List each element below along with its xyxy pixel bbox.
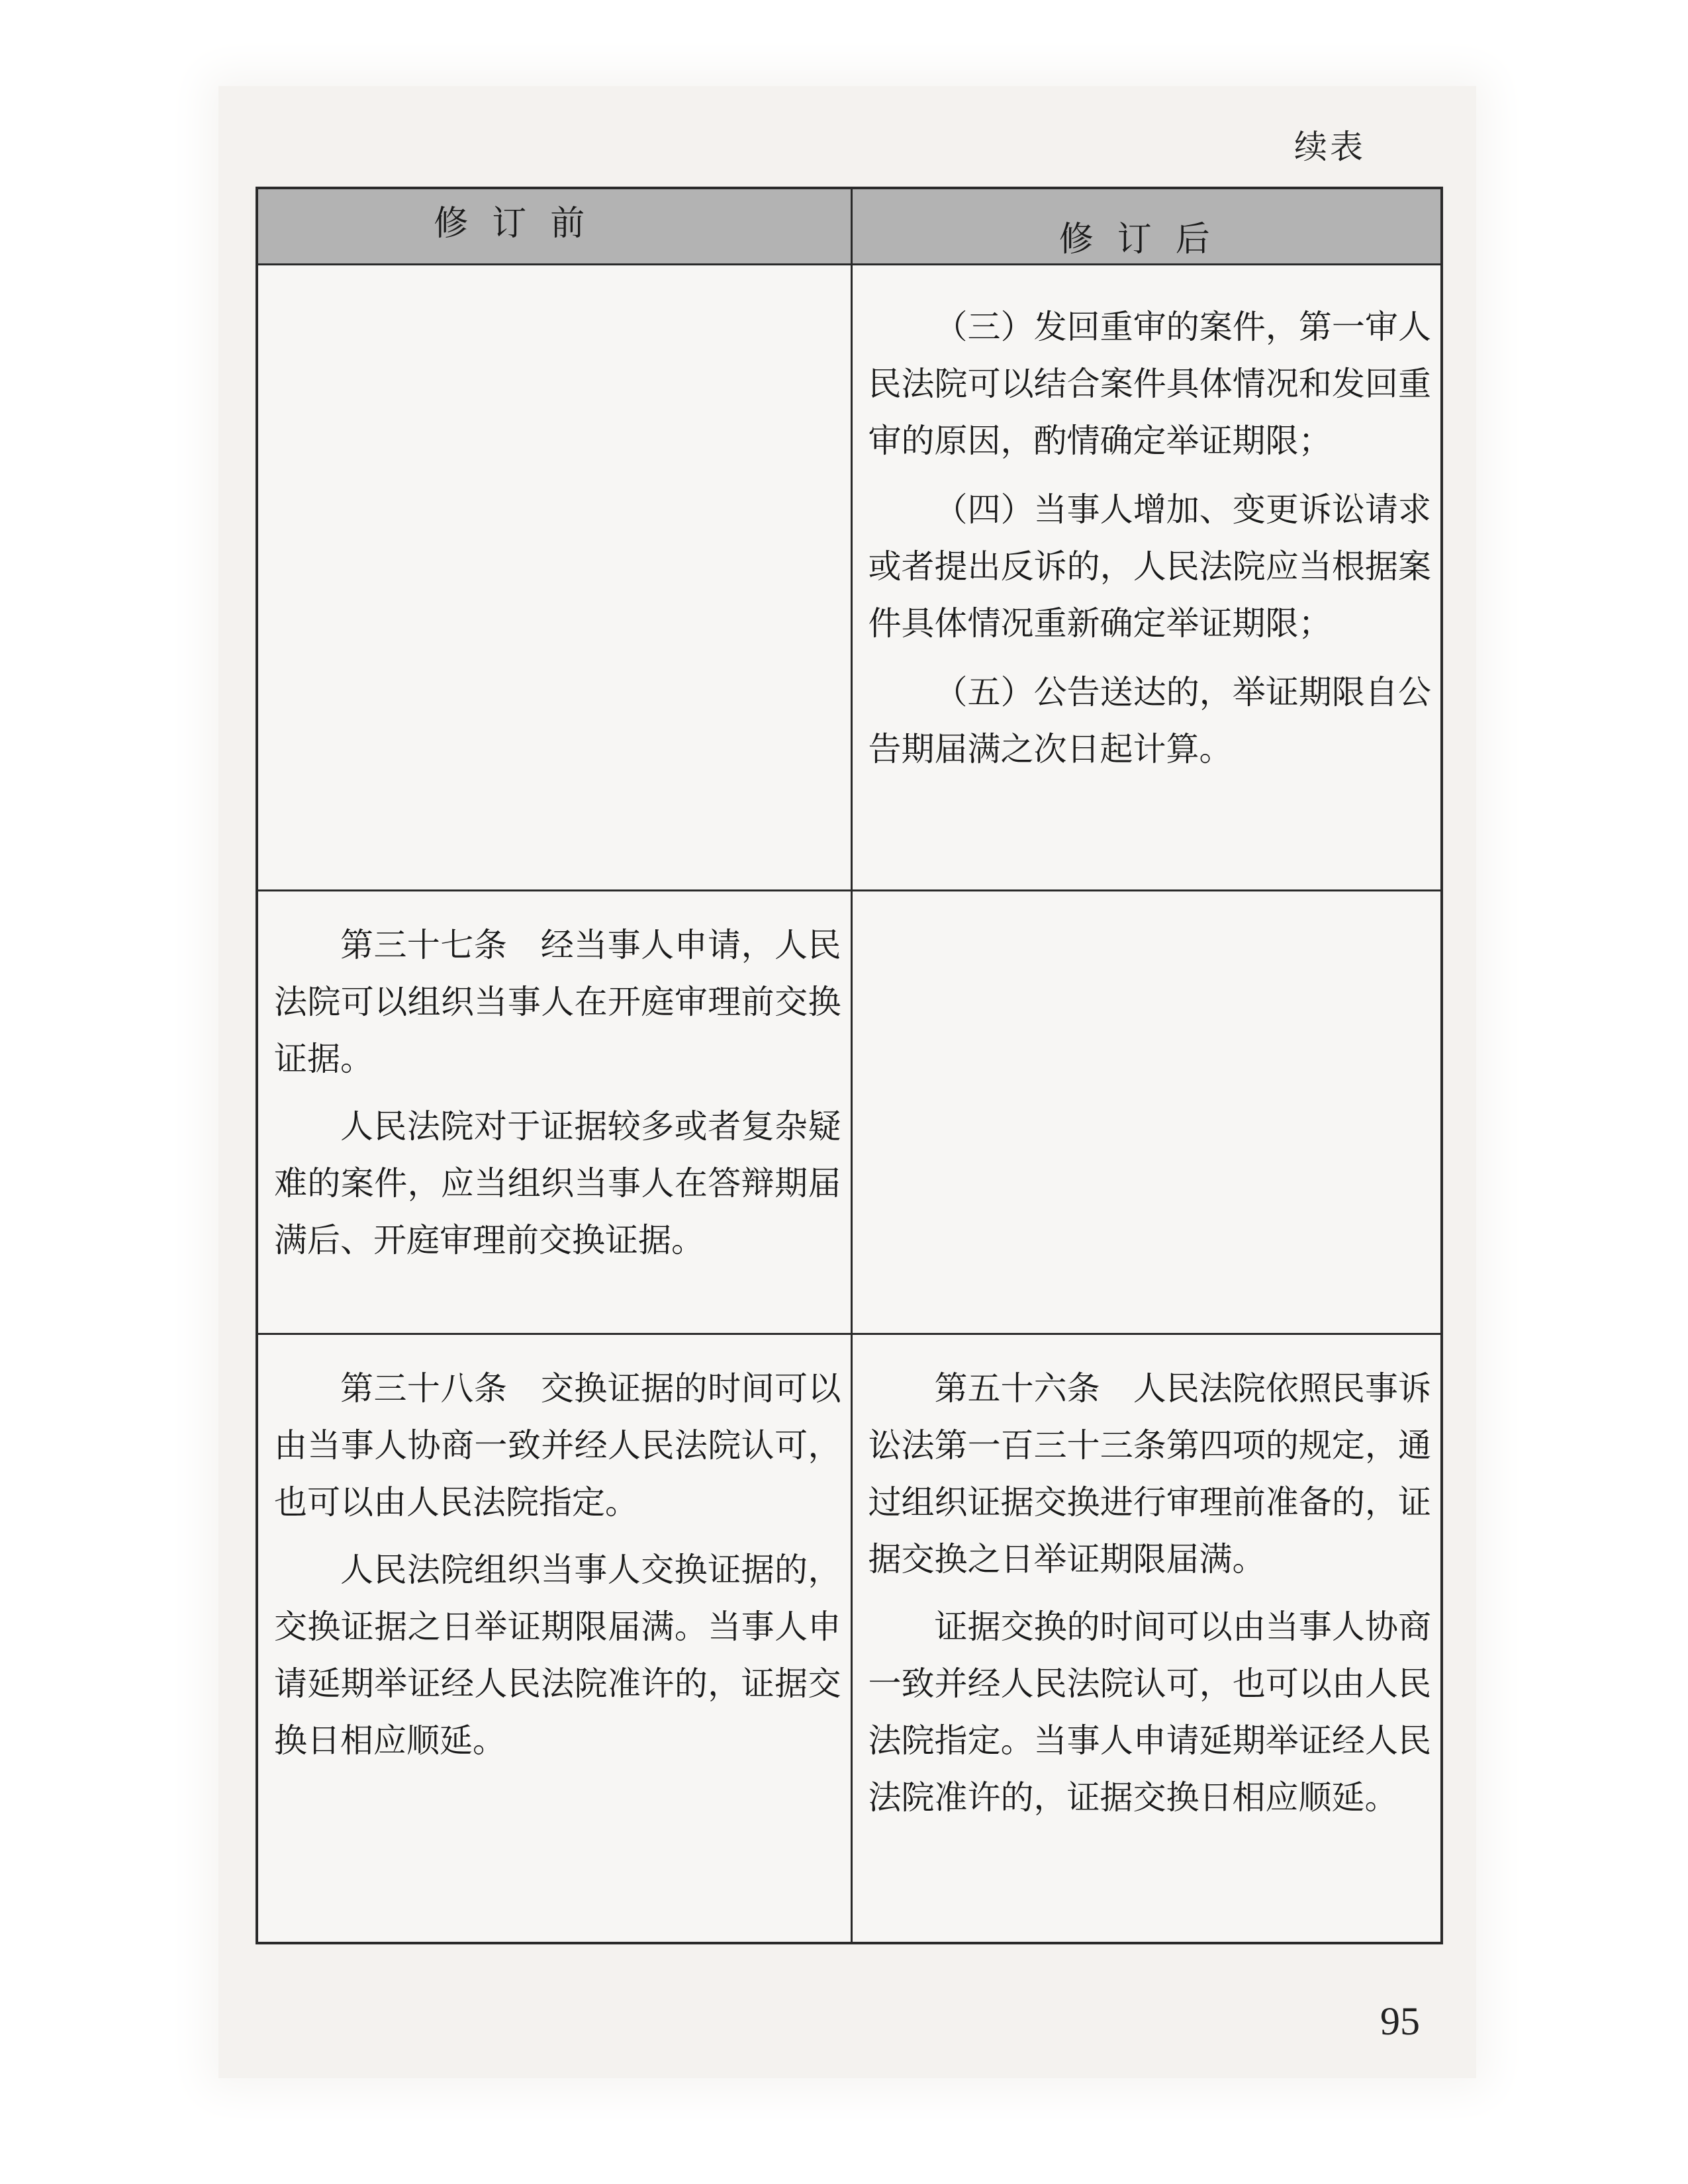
table-row — [257, 1334, 1442, 1943]
comparison-table — [256, 187, 1443, 1944]
header-before — [257, 188, 851, 265]
row2-before-cell — [257, 891, 851, 1334]
row3-before-cell — [257, 1334, 851, 1943]
row1-after-cell — [851, 265, 1442, 891]
row3-after-para-1: 第五十六条 人民法院依照民事诉讼法第一百三十三条第四项的规定，通过组织证据交换进行审理前准备的，证据交换之日举证期限届满。 — [868, 1369, 1431, 1578]
row1-before-cell — [257, 265, 851, 891]
row1-after-para-3: （五）公告送达的，举证期限自公告期届满之次日起计算。 — [868, 673, 1431, 768]
row2-before-para-1: 第三十七条 经当事人申请，人民法院可以组织当事人在开庭审理前交换证据。 — [274, 926, 841, 1078]
row3-after-para-2: 证据交换的时间可以由当事人协商一致并经人民法院认可，也可以由人民法院指定。当事人申请延期举证经人民法院准许的，证据交换日相应顺延。 — [868, 1608, 1431, 1817]
table-row — [257, 265, 1442, 891]
table-header-row — [257, 188, 1442, 265]
header-after — [851, 188, 1442, 265]
page-number: 95 — [1380, 1999, 1420, 2043]
row1-after-para-1: （三）发回重审的案件，第一审人民法院可以结合案件具体情况和发回重审的原因，酌情确定举证期限； — [868, 308, 1431, 460]
row2-before-para-2: 人民法院对于证据较多或者复杂疑难的案件，应当组织当事人在答辩期届满后、开庭审理前交换证据。 — [274, 1107, 841, 1259]
continued-label: 续表 — [1294, 128, 1366, 166]
row3-before-para-1: 第三十八条 交换证据的时间可以由当事人协商一致并经人民法院认可，也可以由人民法院指定。 — [274, 1369, 841, 1522]
header-after-label: 修订后 — [1058, 219, 1234, 259]
table-row — [257, 891, 1442, 1334]
row3-before-para-2: 人民法院组织当事人交换证据的，交换证据之日举证期限届满。当事人申请延期举证经人民法院准许的，证据交换日相应顺延。 — [274, 1551, 841, 1760]
header-before-label: 修订前 — [434, 203, 609, 244]
row1-after-para-2: （四）当事人增加、变更诉讼请求或者提出反诉的，人民法院应当根据案件具体情况重新确定举证期限； — [868, 490, 1431, 643]
row2-after-cell — [851, 891, 1442, 1334]
row3-after-cell — [851, 1334, 1442, 1943]
